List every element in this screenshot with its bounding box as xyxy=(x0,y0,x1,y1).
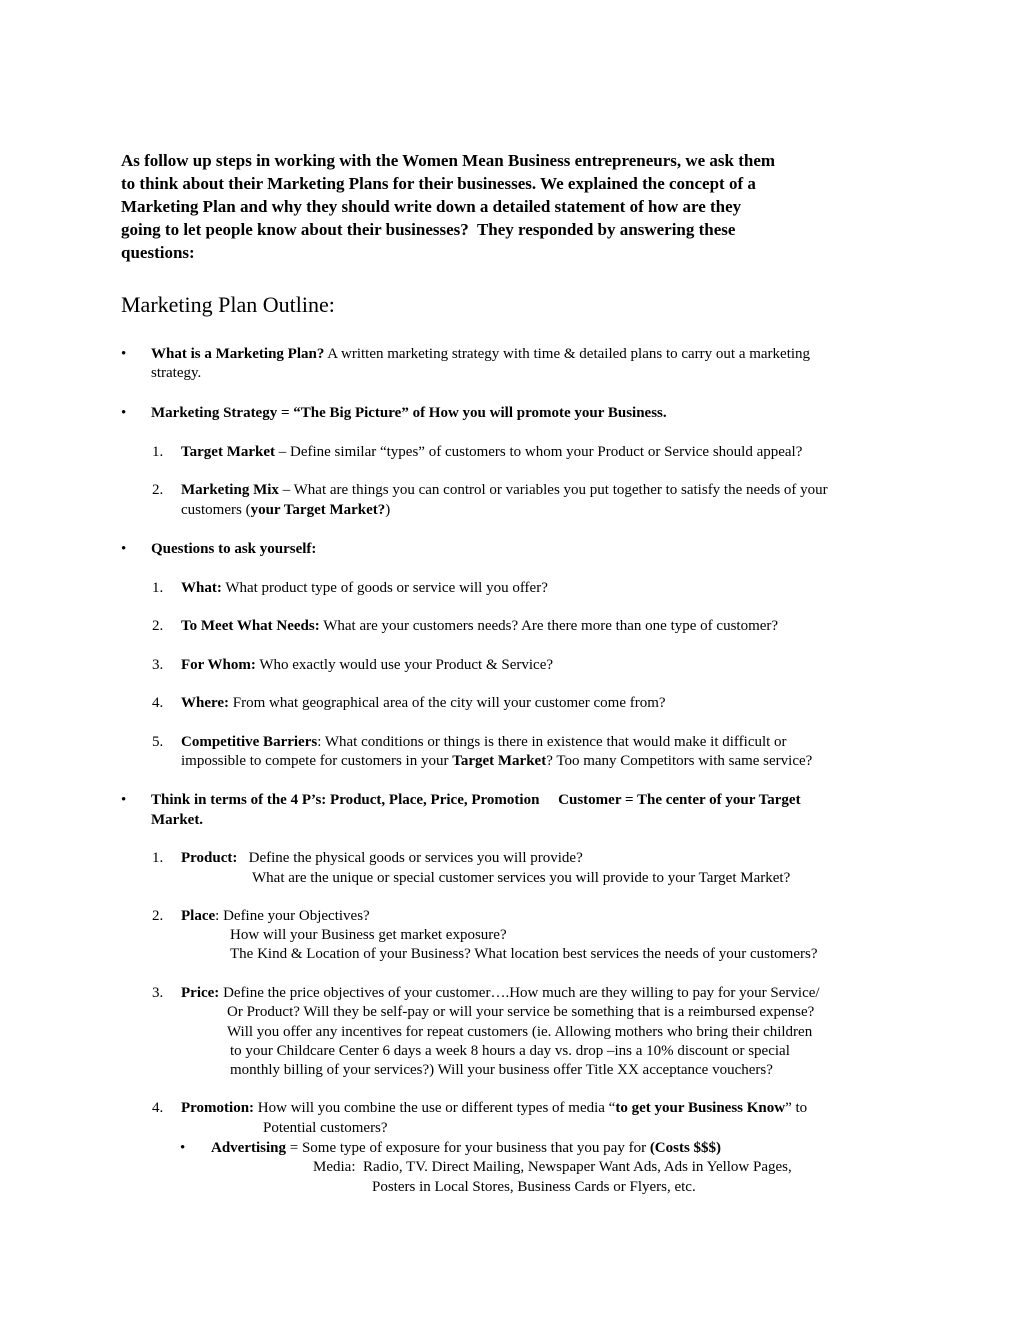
outline-line xyxy=(263,1119,388,1137)
list-number: 3. xyxy=(152,985,164,1001)
outline-line xyxy=(181,984,820,1002)
bold-text: Advertising xyxy=(211,1140,286,1156)
bullet-icon: • xyxy=(121,405,127,421)
bold-text: For Whom: xyxy=(181,657,256,673)
outline-line xyxy=(181,656,553,674)
bullet-icon: • xyxy=(121,792,127,808)
outline-line xyxy=(181,907,370,925)
bold-text: to get your Business Know xyxy=(615,1100,786,1116)
outline-line xyxy=(181,733,787,751)
outline-line xyxy=(181,481,828,499)
text: The Kind & Location of your Business? What location best services the needs of your customers? xyxy=(230,946,818,962)
list-number: 1. xyxy=(152,850,164,866)
list-number: 2. xyxy=(152,908,164,924)
outline-line xyxy=(181,1099,807,1117)
list-number: 4. xyxy=(152,1100,164,1116)
text: From what geographical area of the city will your customer come from? xyxy=(229,695,666,711)
text: = Some type of exposure for your business that you pay for xyxy=(286,1140,650,1156)
text: – Define similar “types” of customers to whom your Product or Service should appeal? xyxy=(275,444,803,460)
text: How will your Business get market exposure? xyxy=(230,927,507,943)
text: ” to xyxy=(785,1100,808,1116)
list-number: 2. xyxy=(152,482,164,498)
bullet-icon: • xyxy=(121,346,127,362)
outline-line xyxy=(230,945,818,963)
text: Potential customers? xyxy=(263,1120,388,1136)
bold-text: Target Market xyxy=(452,753,547,769)
outline-line xyxy=(151,364,201,382)
outline-line xyxy=(230,1061,773,1079)
outline-line xyxy=(181,501,390,519)
text: Who exactly would use your Product & Service? xyxy=(255,657,554,673)
text: What are your customers needs? Are there more than one type of customer? xyxy=(319,618,779,634)
outline-line xyxy=(372,1178,696,1196)
list-number: 4. xyxy=(152,695,164,711)
outline-line xyxy=(181,849,583,867)
intro-line: going to let people know about their businesses? They responded by answering these xyxy=(121,220,736,239)
bold-text: Target Market xyxy=(181,444,275,460)
text: Posters in Local Stores, Business Cards or Flyers, etc. xyxy=(372,1179,696,1195)
bold-text: Where: xyxy=(181,695,230,711)
bold-text: Marketing Strategy = “The Big Picture” of How you will promote your Business. xyxy=(151,405,667,421)
text: What product type of goods or service will you offer? xyxy=(221,580,548,596)
text: What are the unique or special customer services you will provide to your Target Market? xyxy=(252,870,791,886)
bold-text: your Target Market? xyxy=(250,502,386,518)
text: strategy. xyxy=(151,365,202,381)
bold-text: Questions to ask yourself: xyxy=(151,541,317,557)
list-number: 3. xyxy=(152,657,164,673)
bold-text: Price: xyxy=(181,985,220,1001)
text: customers ( xyxy=(181,502,251,518)
outline-line xyxy=(313,1158,792,1176)
text: Or Product? Will they be self-pay or will your service be something that is a reimbursed expense? xyxy=(227,1004,815,1020)
text: ) xyxy=(385,502,391,518)
outline-line xyxy=(252,869,790,887)
bold-text: To Meet What Needs: xyxy=(181,618,320,634)
text: – What are things you can control or variables you put together to satisfy the needs of your xyxy=(278,482,828,498)
bullet-icon: • xyxy=(180,1140,186,1156)
outline-line xyxy=(211,1139,721,1157)
bold-text: Competitive Barriers xyxy=(181,734,318,750)
text: Define the price objectives of your customer….How much are they willing to pay for your Service/ xyxy=(219,985,820,1001)
text: to your Childcare Center 6 days a week 8 hours a day vs. drop –ins a 10% discount or special xyxy=(230,1043,790,1059)
outline-line xyxy=(181,443,802,461)
list-number: 1. xyxy=(152,580,164,596)
bullet-icon: • xyxy=(121,541,127,557)
bold-text: Promotion: xyxy=(181,1100,255,1116)
bold-text: Think in terms of the 4 P’s: Product, Place, Price, Promotion Customer = The center of your Target xyxy=(151,792,801,808)
outline-line xyxy=(181,579,548,597)
outline-line xyxy=(230,926,507,944)
outline-line xyxy=(151,404,667,422)
bold-text: Place xyxy=(181,908,216,924)
intro-line: questions: xyxy=(121,243,195,262)
outline-line xyxy=(151,540,316,558)
text: Media: Radio, TV. Direct Mailing, Newspaper Want Ads, Ads in Yellow Pages, xyxy=(313,1159,792,1175)
bold-text: Marketing Mix xyxy=(181,482,279,498)
outline-line xyxy=(227,1003,814,1021)
text: Will you offer any incentives for repeat customers (ie. Allowing mothers who bring their children xyxy=(227,1024,813,1040)
bold-text: Product: xyxy=(181,850,238,866)
intro-line: Marketing Plan and why they should write down a detailed statement of how are they xyxy=(121,197,742,216)
bold-text: What is a Marketing Plan? xyxy=(151,346,325,362)
text: Define the physical goods or services you will provide? xyxy=(237,850,583,866)
text: impossible to compete for customers in your xyxy=(181,753,453,769)
bold-text: (Costs $$$) xyxy=(649,1140,722,1156)
text: : What conditions or things is there in existence that would make it difficult or xyxy=(317,734,787,750)
outline-line xyxy=(230,1042,790,1060)
text: monthly billing of your services?) Will your business offer Title XX acceptance vouchers? xyxy=(230,1062,773,1078)
bold-text: Market. xyxy=(151,812,204,828)
text: How will you combine the use or different types of media “ xyxy=(254,1100,616,1116)
text: ? Too many Competitors with same service? xyxy=(546,753,813,769)
intro-line: As follow up steps in working with the Women Mean Business entrepreneurs, we ask them xyxy=(121,151,776,170)
outline-line xyxy=(181,694,666,712)
list-number: 2. xyxy=(152,618,164,634)
outline-line xyxy=(151,345,810,363)
text: : Define your Objectives? xyxy=(215,908,370,924)
outline-line xyxy=(181,617,778,635)
outline-line xyxy=(227,1023,812,1041)
bold-text: What: xyxy=(181,580,222,596)
list-number: 1. xyxy=(152,444,164,460)
text: A written marketing strategy with time & detailed plans to carry out a marketing xyxy=(324,346,811,362)
outline-line xyxy=(151,791,801,809)
intro-line: to think about their Marketing Plans for their businesses. We explained the concept of a xyxy=(121,174,756,193)
outline-line xyxy=(151,811,203,829)
outline-line xyxy=(181,752,812,770)
list-number: 5. xyxy=(152,734,164,750)
section-heading: Marketing Plan Outline: xyxy=(121,292,335,317)
